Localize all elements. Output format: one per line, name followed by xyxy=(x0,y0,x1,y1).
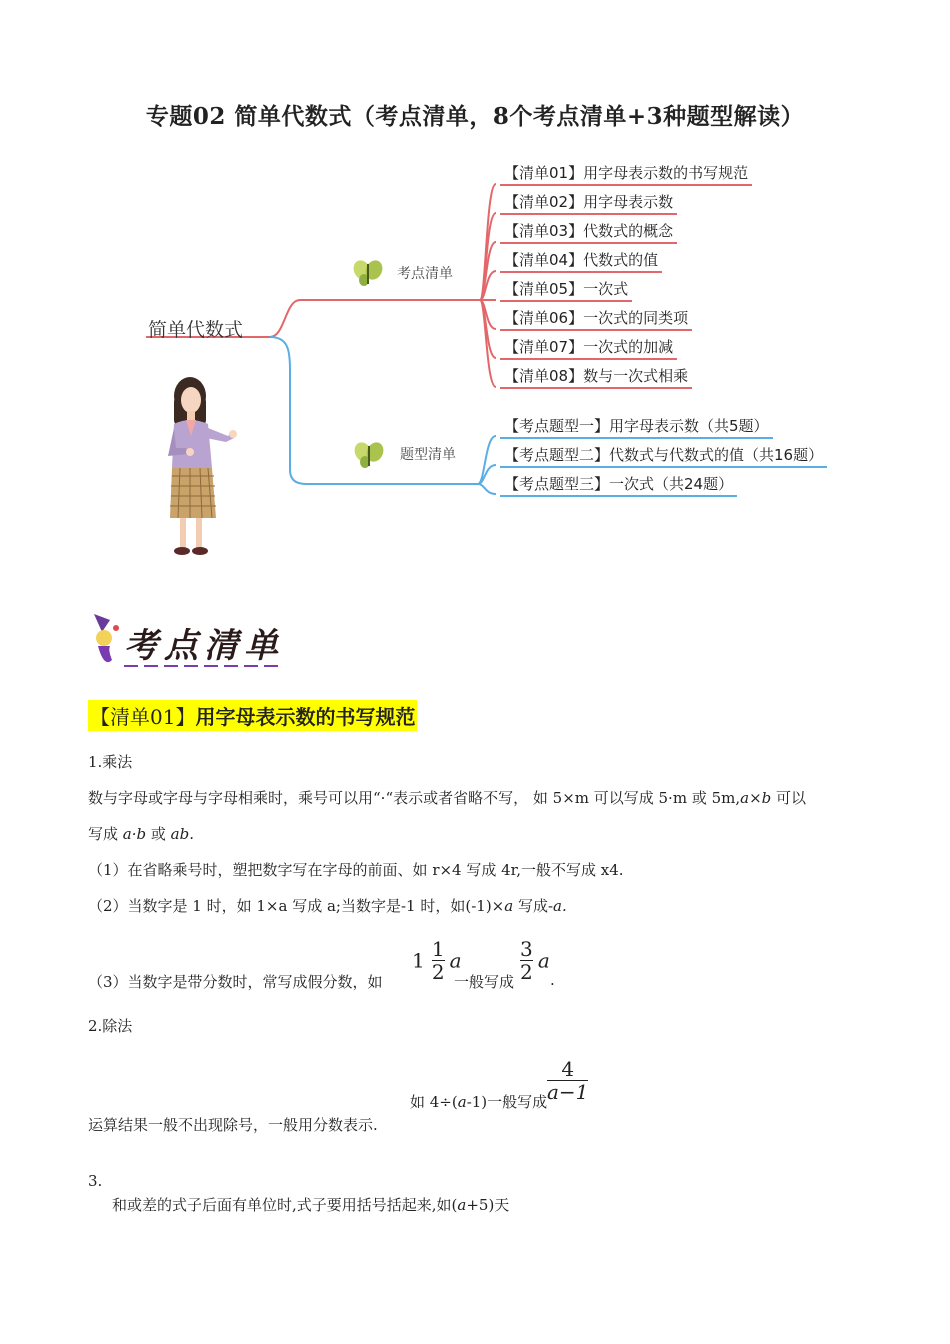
mindmap-item-06: 【清单06】一次式的同类项 xyxy=(500,307,692,331)
s2-title: 2.除法 xyxy=(88,1017,133,1035)
s1-item-3-mid: 一般写成 xyxy=(454,973,515,991)
mindmap-type-03: 【考点题型三】一次式（共24题） xyxy=(500,473,737,497)
mindmap-type-02: 【考点题型二】代数式与代数式的值（共16题） xyxy=(500,444,827,468)
s1-para-2-b: a·b xyxy=(122,825,147,843)
mindmap-branch-tixing: 题型清单 xyxy=(400,447,456,463)
s3-title: 3. xyxy=(88,1172,103,1190)
s2-example-a: 如 4÷( xyxy=(410,1093,458,1111)
mindmap-item-01: 【清单01】用字母表示数的书写规范 xyxy=(500,162,752,186)
page-title: 专题02 简单代数式（考点清单，8个考点清单+3种题型解读） xyxy=(145,103,805,130)
mindmap-item-07: 【清单07】一次式的加减 xyxy=(500,336,677,360)
mixed-fraction xyxy=(432,938,445,983)
mindmap-branch-kaodian: 考点清单 xyxy=(397,266,453,282)
s1-item-2-d: a. xyxy=(553,897,567,915)
s1-item-2 xyxy=(88,895,567,916)
s1-para-2-a: 写成 xyxy=(88,825,123,843)
s1-item-3-text: （3）当数字是带分数时，常写成假分数，如 xyxy=(88,973,383,991)
s1-item-2-a: （2）当数字是 1 时，如 1×a 写成 a;当数字是-1 时，如(-1)× xyxy=(88,897,505,915)
div-den: a−1 xyxy=(547,1080,589,1104)
s2-example xyxy=(410,1091,547,1112)
s1-item-1: （1）在省略乘号时，塑把数字写在字母的前面、如 r×4 写成 4r,一般不写成 x4. xyxy=(88,861,624,879)
s1-para-2-c: 或 xyxy=(146,825,171,843)
s3-para-a: 和或差的式子后面有单位时,式子要用括号括起来,如( xyxy=(112,1196,458,1214)
mindmap-item-03: 【清单03】代数式的概念 xyxy=(500,220,677,244)
improper-var: a xyxy=(537,948,550,973)
s1-title: 1.乘法 xyxy=(88,753,133,771)
mixed-whole: 1 xyxy=(412,948,425,973)
s1-para-2 xyxy=(88,823,194,844)
s1-item-3-end: . xyxy=(550,971,555,989)
banner-mascot-icon xyxy=(88,610,124,672)
s1-item-2-b: a xyxy=(504,897,514,915)
s1-para-2-d: ab. xyxy=(170,825,194,843)
banner-dots xyxy=(122,662,282,670)
s1-para-1-c: 可以 xyxy=(771,789,807,807)
s2-para: 运算结果一般不出现除号，一般用分数表示. xyxy=(88,1116,378,1134)
s1-para-1 xyxy=(88,787,806,808)
improper-den: 2 xyxy=(520,960,533,984)
s3-para-b: a xyxy=(457,1196,467,1214)
s3-para-c: +5)天 xyxy=(466,1196,510,1214)
mindmap-item-05: 【清单05】一次式 xyxy=(500,278,632,302)
s2-example-b: a xyxy=(457,1093,467,1111)
branch1-line xyxy=(270,300,480,337)
improper-num: 3 xyxy=(520,937,533,961)
division-fraction xyxy=(547,1058,588,1103)
div-frac xyxy=(547,1058,588,1103)
butterfly-icon xyxy=(353,440,385,470)
mixed-den: 2 xyxy=(431,960,445,984)
div-num: 4 xyxy=(561,1057,575,1081)
butterfly-icon xyxy=(352,258,384,288)
section-heading xyxy=(88,700,417,731)
s1-item-2-c: 写成- xyxy=(513,897,554,915)
section-heading-bracket: 【清单01】 xyxy=(90,705,196,729)
mindmap-item-08: 【清单08】数与一次式相乘 xyxy=(500,365,692,389)
mindmap-type-01: 【考点题型一】用字母表示数（共5题） xyxy=(500,415,773,439)
list2-fan xyxy=(478,436,496,494)
section-banner-title: 考点清单 xyxy=(124,626,284,666)
mindmap-root: 简单代数式 xyxy=(148,319,244,341)
mindmap-item-04: 【清单04】代数式的值 xyxy=(500,249,662,273)
mixed-num: 1 xyxy=(431,937,445,961)
improper-frac xyxy=(520,938,533,983)
section-heading-text: 用字母表示数的书写规范 xyxy=(195,705,416,729)
mindmap-item-02: 【清单02】用字母表示数 xyxy=(500,191,677,215)
s3-para xyxy=(112,1194,509,1215)
teacher-illustration xyxy=(160,376,240,561)
improper-fraction xyxy=(520,938,550,983)
list1-fan xyxy=(480,184,496,387)
s2-example-c: -1)一般写成 xyxy=(466,1093,548,1111)
s1-para-1-b: a×b xyxy=(740,789,772,807)
mixed-var: a xyxy=(449,948,462,973)
s1-para-1-a: 数与字母或字母与字母相乘时，乘号可以用“·“表示或者省略不写， 如 5×m 可以写成 5·m 或 5m, xyxy=(88,789,741,807)
